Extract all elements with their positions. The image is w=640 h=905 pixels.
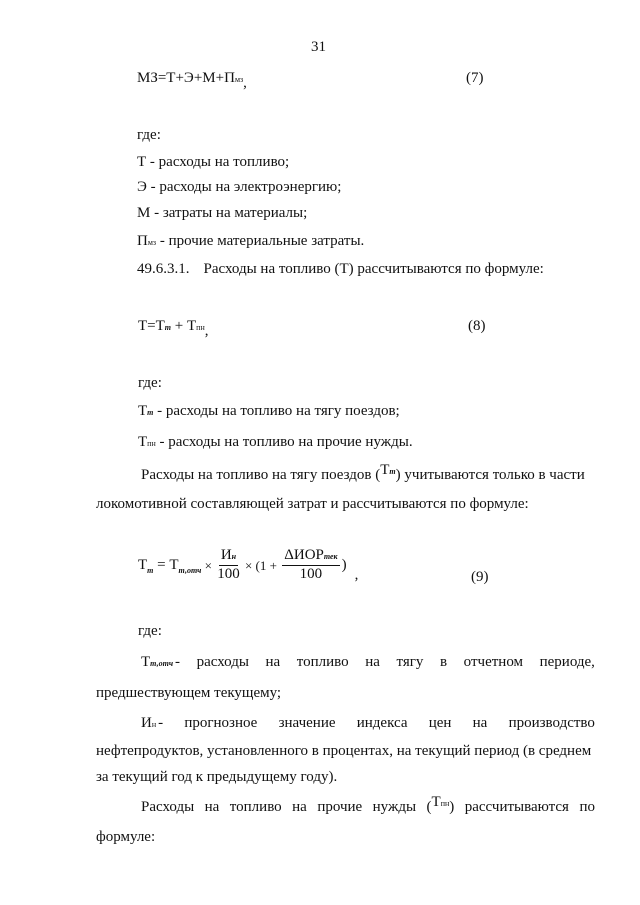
definition-dash: - <box>175 654 181 670</box>
definition-symbol-group <box>141 655 180 670</box>
where-label-3: где: <box>138 623 162 639</box>
clause-49-6-3-1 <box>137 262 544 277</box>
definition-text: - расходы на топливо; <box>146 154 290 170</box>
clause-text: Расходы на топливо (Т) рассчитываются по формуле: <box>203 261 544 277</box>
equation-7-comma: , <box>243 75 247 91</box>
fraction-2-denominator: 100 <box>299 565 323 582</box>
paragraph-subscript: пн <box>440 799 450 808</box>
definition-subscript: мз <box>147 238 157 247</box>
definition-subscript: т,отч <box>150 659 174 668</box>
fraction-1-numerator: И <box>220 547 232 563</box>
definition-text: - расходы на топливо на прочие нужды. <box>155 434 413 450</box>
paragraph-word: Расходы <box>141 799 195 815</box>
definition-symbol: М <box>137 205 151 221</box>
paragraph-paren-close: ) <box>449 799 455 815</box>
definition-t <box>137 155 289 170</box>
definition-word: топливо <box>296 654 349 670</box>
definition-in-line-1 <box>141 716 595 731</box>
equation-9-fraction-1 <box>217 548 240 583</box>
definition-word: индекса <box>356 715 408 731</box>
definition-t-otch-line-2: предшествующем текущему; <box>96 685 282 701</box>
paragraph-symbol: Т <box>380 462 390 478</box>
definition-subscript: н <box>151 720 157 729</box>
paragraph-symbol-group <box>426 794 455 815</box>
equation-7-number: (7) <box>466 70 484 86</box>
paragraph-symbol: Т <box>431 794 441 810</box>
paragraph-other-needs-line-1 <box>141 794 595 815</box>
definition-symbol: И <box>141 715 152 731</box>
definition-word: отчетном <box>463 654 524 670</box>
definition-symbol-group <box>141 716 163 731</box>
definition-symbol: П <box>137 233 148 249</box>
fraction-1-numerator-subscript: н <box>231 552 237 561</box>
paragraph-word: на <box>204 799 220 815</box>
definition-dash: - <box>158 715 164 731</box>
definition-subscript: т <box>147 408 154 417</box>
definition-word: на <box>265 654 281 670</box>
fraction-2-numerator-subscript: тек <box>323 552 338 561</box>
definition-text: - расходы на топливо на тягу поездов; <box>153 403 400 419</box>
definition-subscript: пн <box>147 439 156 448</box>
definition-tpn <box>138 435 413 450</box>
equation-7-formula: МЗ=Т+Э+М+П <box>137 70 235 86</box>
definition-word: тягу <box>396 654 424 670</box>
definition-symbol: Т <box>138 403 148 419</box>
definition-t-otch-line-1 <box>141 655 595 670</box>
paragraph-word: по <box>579 799 595 815</box>
paragraph-text: Расходы на топливо на тягу поездов ( <box>141 467 381 483</box>
paragraph-subscript: т <box>389 467 396 476</box>
definition-e <box>137 180 341 195</box>
where-label-2: где: <box>138 375 162 391</box>
page-number: 31 <box>311 39 326 55</box>
equation-8 <box>138 318 209 339</box>
equation-9-times-1: × <box>201 557 216 573</box>
paragraph-word: на <box>292 799 307 815</box>
paragraph-word: нужды <box>372 799 417 815</box>
paragraph-paren-open: ( <box>426 799 432 815</box>
definition-pmz <box>137 234 364 249</box>
definition-symbol: Т <box>138 434 148 450</box>
definition-symbol: Т <box>141 654 151 670</box>
definition-word: на <box>472 715 488 731</box>
equation-8-subscript-t: т <box>164 323 172 332</box>
equation-9-close: ) <box>341 556 347 573</box>
equation-9-comma: , <box>354 566 359 583</box>
definition-word: значение <box>278 715 336 731</box>
definition-word: расходы <box>196 654 249 670</box>
equation-8-subscript-pn: пн <box>196 323 205 332</box>
equation-9-lhs-subscript: т <box>147 565 154 575</box>
definition-word: периоде, <box>539 654 595 670</box>
equation-9-number: (9) <box>471 569 489 585</box>
paragraph-word: прочие <box>317 799 363 815</box>
equation-9-rhs-subscript: т,отч <box>178 565 202 575</box>
definition-text: - прочие материальные затраты. <box>156 233 365 249</box>
definition-tt <box>138 404 400 419</box>
clause-number: 49.6.3.1. <box>137 261 190 277</box>
equation-8-lhs: Т=Т <box>138 318 165 334</box>
definition-text: - расходы на электроэнергию; <box>146 179 342 195</box>
paragraph-traction-line-2: локомотивной составляющей затрат и рассчитываются по формуле: <box>96 496 529 512</box>
paragraph-word: рассчитываются <box>464 799 569 815</box>
definition-word: в <box>440 654 448 670</box>
equation-9-fraction-2 <box>282 548 339 583</box>
paragraph-text: ) учитываются только в части <box>395 467 585 483</box>
definition-m <box>137 206 307 221</box>
definition-word: цен <box>428 715 452 731</box>
equation-7 <box>137 70 247 91</box>
equation-7-subscript: мз <box>234 75 244 84</box>
definition-word: на <box>365 654 380 670</box>
definition-text: - затраты на материалы; <box>150 205 308 221</box>
equation-9-times-2: × (1 + <box>241 557 281 573</box>
where-label-1: где: <box>137 127 161 143</box>
equation-9 <box>138 548 358 583</box>
paragraph-traction-line-1 <box>141 462 585 483</box>
equation-8-comma: , <box>204 323 209 339</box>
equation-8-mid: + Т <box>171 318 197 334</box>
definition-word: прогнозное <box>184 715 258 731</box>
definition-symbol: Э <box>137 179 147 195</box>
definition-word: производство <box>508 715 595 731</box>
definition-in-line-3: за текущий год к предыдущему году). <box>96 769 338 785</box>
definition-in-line-2: нефтепродуктов, установленного в процентах, на текущий период (в среднем <box>96 743 592 759</box>
paragraph-word: топливо <box>229 799 282 815</box>
fraction-1-denominator: 100 <box>217 565 240 582</box>
equation-9-eq: = Т <box>153 556 179 573</box>
equation-9-lhs: Т <box>138 556 148 573</box>
paragraph-other-needs-line-2: формуле: <box>96 829 156 845</box>
definition-symbol: Т <box>137 154 147 170</box>
equation-8-number: (8) <box>468 318 486 334</box>
fraction-2-numerator: ΔИОР <box>284 547 324 563</box>
